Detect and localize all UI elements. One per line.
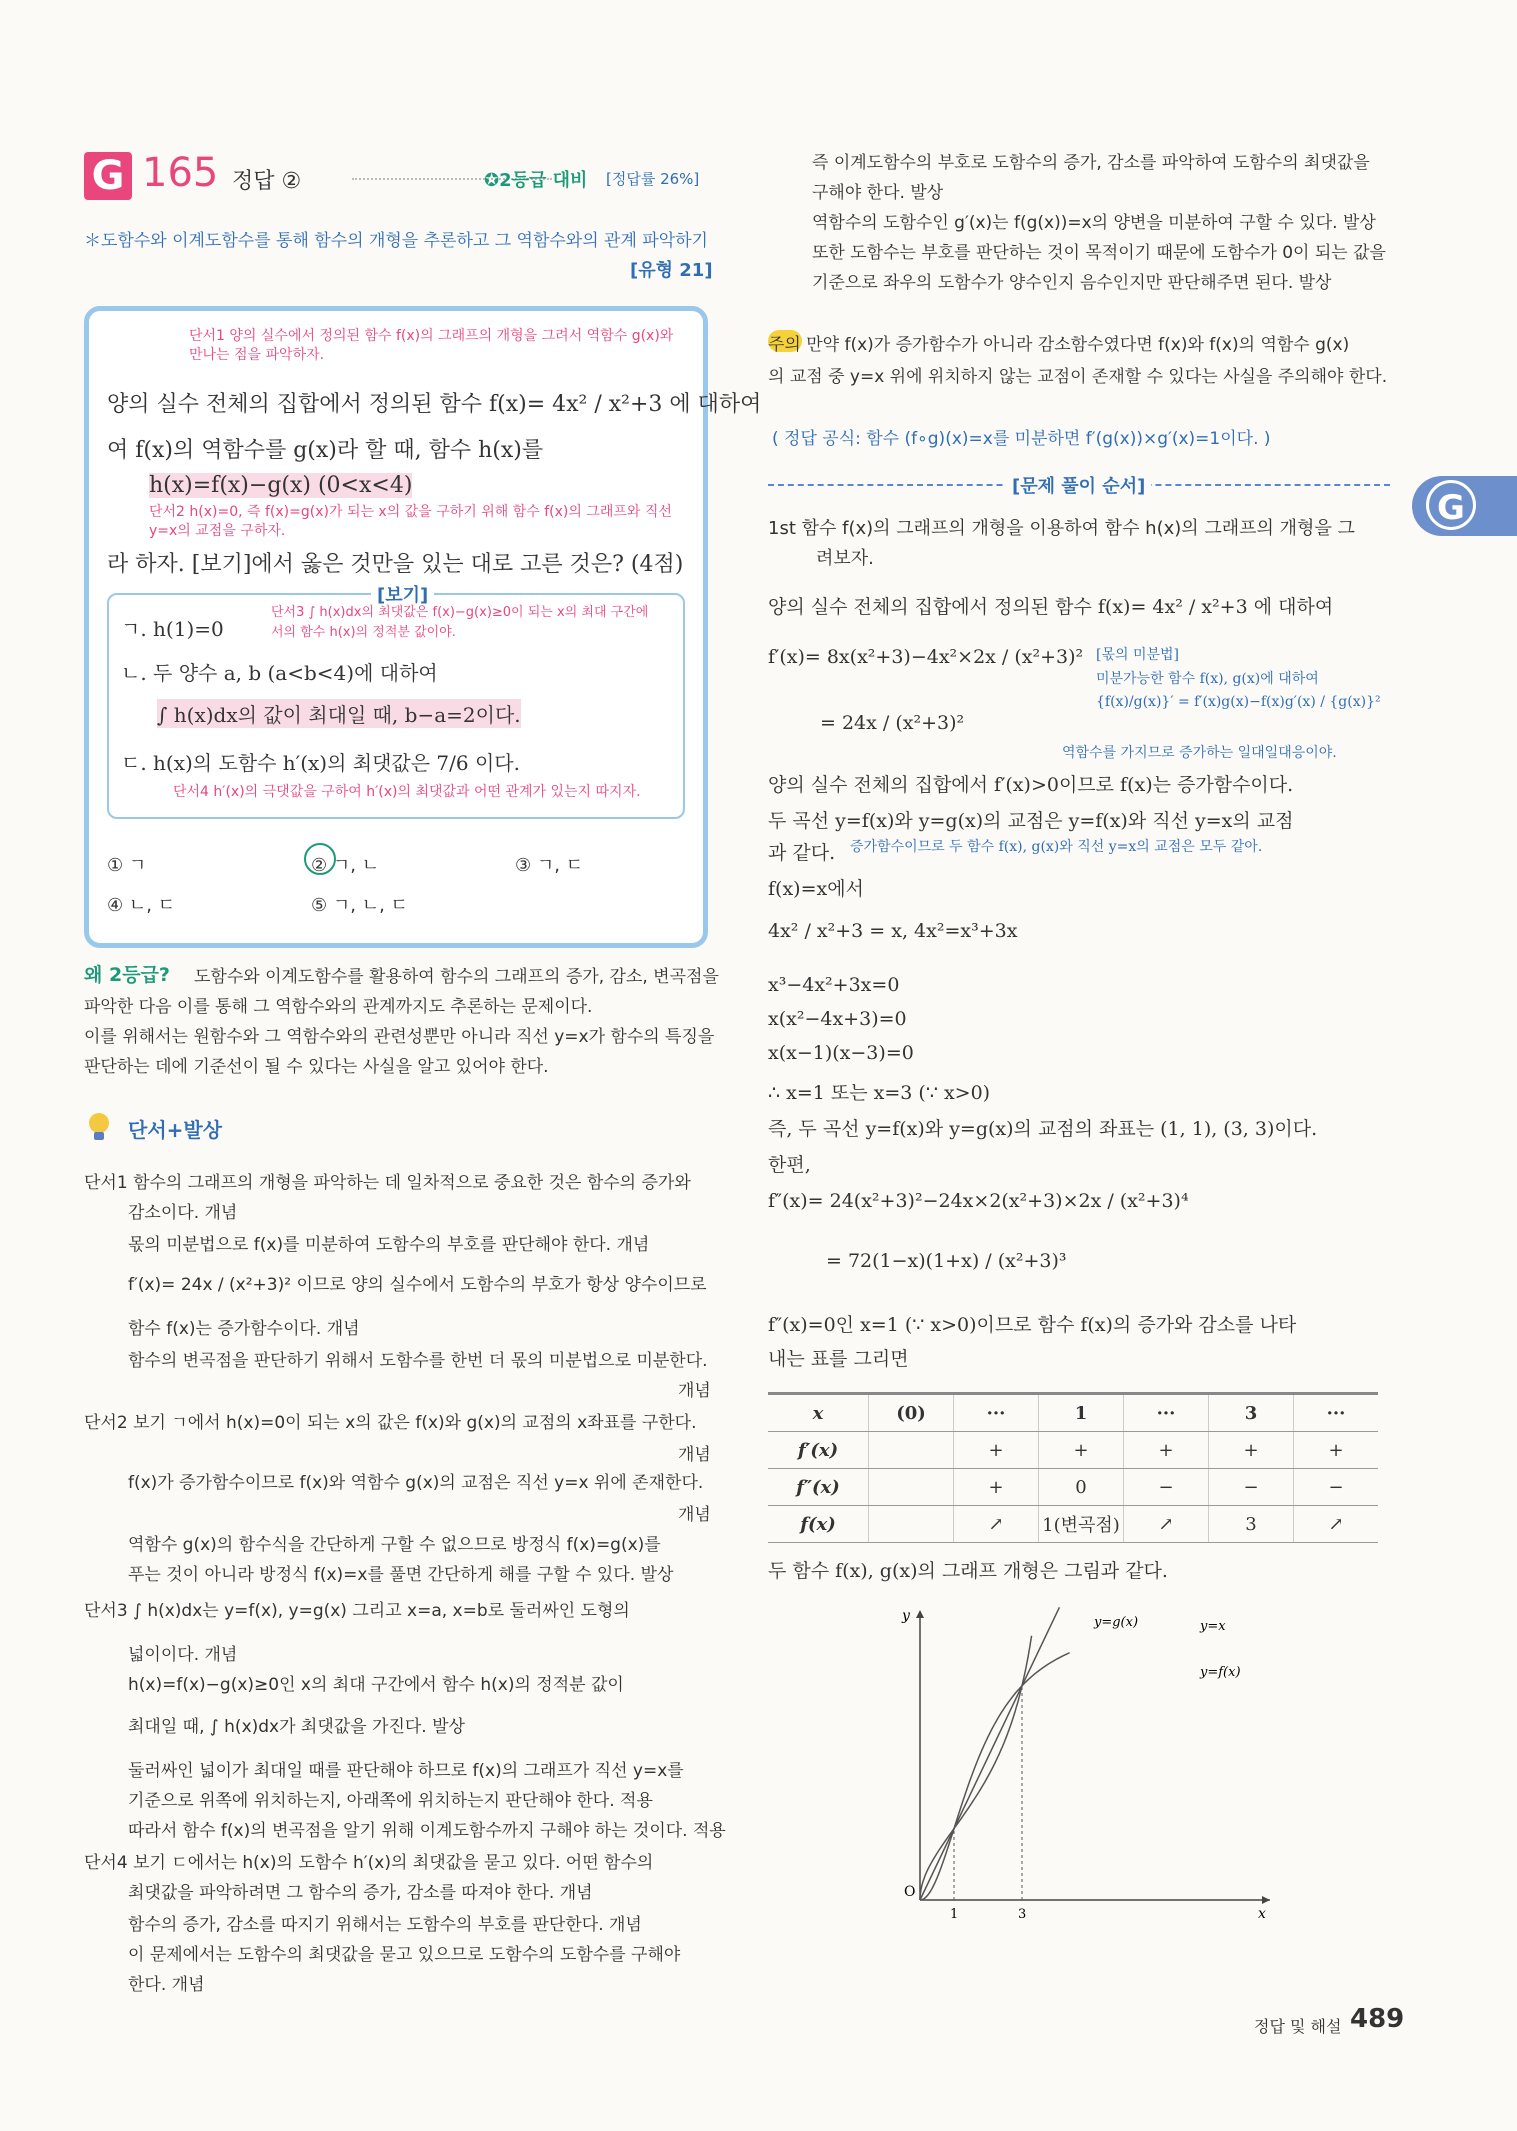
bogi-item2b: ∫ h(x)dx의 값이 최대일 때, b−a=2이다.: [157, 699, 521, 728]
why-text2: 파악한 다음 이를 통해 그 역함수와의 관계까지도 추론하는 문제이다.: [84, 997, 593, 1017]
clue-line: 몫의 미분법으로 f(x)를 미분하여 도함수의 부호를 판단해야 한다. 개념: [128, 1235, 650, 1255]
table-cell: f′(x): [768, 1432, 869, 1469]
choice-5[interactable]: ⑤ ㄱ, ㄴ, ㄷ: [311, 895, 408, 916]
problem-number: 165: [142, 150, 219, 196]
clue-line: 개념: [678, 1381, 711, 1401]
caution-line2: 의 교점 중 y=x 위에 위치하지 않는 교점이 존재할 수 있다는 사실을 주의해야 한다.: [768, 367, 1388, 387]
clue-line: 함수 f(x)는 증가함수이다. 개념: [128, 1319, 360, 1339]
table-cell: +: [1209, 1432, 1294, 1469]
clue-line: 한다. 개념: [128, 1975, 205, 1995]
problem-line4: 라 하자. [보기]에서 옳은 것만을 있는 대로 고른 것은? (4점): [107, 552, 684, 577]
table-cell: ···: [1294, 1394, 1379, 1432]
table-cell: (0): [869, 1394, 954, 1432]
solution-s2: f′(x)= 8x(x²+3)−4x²×2x / (x²+3)²: [768, 646, 1084, 668]
solution-s7: f(x)=x에서: [768, 878, 864, 900]
clue-line: 단서1 함수의 그래프의 개형을 파악하는 데 일차적으로 중요한 것은 함수의 증가와: [84, 1173, 691, 1193]
table-cell: f(x): [768, 1506, 869, 1543]
clue-line: 개념: [678, 1445, 711, 1465]
side-tab-letter: G: [1426, 480, 1476, 530]
solution-s5: 두 곡선 y=f(x)와 y=g(x)의 교점은 y=f(x)와 직선 y=x의 교점: [768, 810, 1294, 832]
solution-s13: 즉, 두 곡선 y=f(x)와 y=g(x)의 교점의 좌표는 (1, 1), (3, 3)이다.: [768, 1118, 1318, 1140]
table-cell: ↗: [1294, 1506, 1379, 1543]
clue-line: 따라서 함수 f(x)의 변곡점을 알기 위해 이계도함수까지 구해야 하는 것이다. 적용: [128, 1821, 726, 1841]
table-cell: [869, 1469, 954, 1506]
clue-line: 최대일 때, ∫ h(x)dx가 최댓값을 가진다. 발상: [128, 1717, 465, 1737]
clue4-note: 단서4 h′(x)의 극댓값을 구하여 h′(x)의 최댓값과 어떤 관계가 있는지 따지자.: [173, 784, 641, 800]
solution-s16: = 72(1−x)(1+x) / (x²+3)³: [826, 1250, 1067, 1272]
table-row: [768, 1394, 1378, 1432]
bogi-box: [107, 585, 685, 819]
solution-s9: x³−4x²+3x=0: [768, 974, 900, 996]
lightbulb-icon: [86, 1112, 112, 1142]
solution-s15: f″(x)= 24(x²+3)²−24x×2(x²+3)×2x / (x²+3)⁴: [768, 1190, 1189, 1212]
clue-line: f′(x)= 24x / (x²+3)² 이므로 양의 실수에서 도함수의 부호가 항상 양수이므로: [128, 1275, 707, 1295]
caution-line1: [768, 330, 1349, 355]
inc-dec-table-wrap: [768, 1392, 1378, 1543]
explanation-line: 또한 도함수는 부호를 판단하는 것이 목적이기 때문에 도함수가 0이 되는 값을: [812, 243, 1386, 263]
table-cell: [869, 1432, 954, 1469]
choice-1[interactable]: ① ㄱ: [107, 855, 147, 876]
graph-caption: 두 함수 f(x), g(x)의 그래프 개형은 그림과 같다.: [768, 1560, 1168, 1582]
x-axis-label: x: [1258, 1906, 1266, 1922]
problem-line3: h(x)=f(x)−g(x) (0<x<4): [149, 473, 413, 498]
solution-s6note: 증가함수이므로 두 함수 f(x), g(x)와 직선 y=x의 교점은 모두 같아.: [850, 839, 1263, 855]
tick-3: 3: [1018, 1907, 1027, 1922]
table-cell: 1: [1039, 1394, 1124, 1432]
clue-line: 기준으로 위쪽에 위치하는지, 아래쪽에 위치하는지 판단해야 한다. 적용: [128, 1791, 653, 1811]
solution-s3: = 24x / (x²+3)²: [820, 712, 965, 734]
clues-section: [84, 1112, 726, 1995]
table-cell: 1(변곡점): [1039, 1506, 1124, 1543]
side-tab: [1412, 476, 1517, 536]
table-cell: +: [1124, 1432, 1209, 1469]
solution-s18: 내는 표를 그리면: [768, 1348, 909, 1370]
curve-g: [920, 1636, 1032, 1900]
clue-line: h(x)=f(x)−g(x)≥0인 x의 최대 구간에서 함수 h(x)의 정적분 값이: [128, 1675, 624, 1695]
solution-s8: 4x² / x²+3 = x, 4x²=x³+3x: [768, 920, 1018, 942]
clue-line: 개념: [678, 1505, 711, 1525]
table-row: [768, 1432, 1378, 1469]
table-cell: −: [1294, 1469, 1379, 1506]
x-axis-arrow: [1262, 1896, 1270, 1904]
solution-side3: 역함수를 가지므로 증가하는 일대일대응이야.: [1062, 745, 1337, 761]
table-cell: 3: [1209, 1506, 1294, 1543]
solution-s14: 한편,: [768, 1154, 811, 1176]
problem-line2: 여 f(x)의 역함수를 g(x)라 할 때, 함수 h(x)를: [107, 438, 544, 463]
clue3-note: 단서3 ∫ h(x)dx의 최댓값은 f(x)−g(x)≥0이 되는 x의 최대 구간에서의 함수 h(x)의 정적분 값이야.: [271, 605, 649, 640]
table-cell: ↗: [1124, 1506, 1209, 1543]
table-cell: ↗: [954, 1506, 1039, 1543]
clue-line: 감소이다. 개념: [128, 1203, 238, 1223]
table-row: [768, 1506, 1378, 1543]
bogi-item1: ㄱ. h(1)=0: [121, 617, 224, 641]
clue1-note: 단서1 양의 실수에서 정의된 함수 f(x)의 그래프의 개형을 그려서 역함수 g(x)와 만나는 점을 파악하자.: [189, 328, 674, 363]
clue-line: 함수의 변곡점을 판단하기 위해서 도함수를 한번 더 몫의 미분법으로 미분한다.: [128, 1351, 708, 1371]
table-cell: ···: [954, 1394, 1039, 1432]
problem-type: [유형 21]: [630, 260, 713, 281]
why-text3: 이를 위해서는 원함수와 그 역함수와의 관련성뿐만 아니라 직선 y=x가 함수의 특징을: [84, 1027, 715, 1047]
solution-s6: 과 같다.: [768, 842, 836, 864]
problem-box: [84, 306, 762, 948]
label-x: y=x: [1200, 1619, 1226, 1634]
step1-line-b: 려보자.: [816, 548, 874, 569]
page-number: 489: [1350, 2004, 1405, 2034]
problem-line1: 양의 실수 전체의 집합에서 정의된 함수 f(x)= 4x² / x²+3 에 대하여: [107, 392, 762, 417]
table-cell: −: [1209, 1469, 1294, 1506]
table-cell: [869, 1506, 954, 1543]
solution-s12: ∴ x=1 또는 x=3 (∵ x>0): [768, 1082, 991, 1104]
solution-side1: 미분가능한 함수 f(x), g(x)에 대하여: [1096, 671, 1319, 687]
choice-3[interactable]: ③ ㄱ, ㄷ: [515, 855, 584, 876]
table-cell: +: [1039, 1432, 1124, 1469]
clue-line: 역함수 g(x)의 함수식을 간단하게 구할 수 없으므로 방정식 f(x)=g(x)를: [128, 1535, 661, 1555]
why-title: 왜 2등급?: [84, 964, 170, 986]
function-graph: [880, 1600, 1300, 1930]
table-cell: +: [1294, 1432, 1379, 1469]
step1-line-a: 1st 함수 f(x)의 그래프의 개형을 이용하여 함수 h(x)의 그래프의 개형을 그: [768, 518, 1355, 539]
solution-s17: f″(x)=0인 x=1 (∵ x>0)이므로 함수 f(x)의 증가와 감소를 나타: [768, 1314, 1297, 1336]
bogi-item3: ㄷ. h(x)의 도함수 h′(x)의 최댓값은 7/6 이다.: [121, 751, 520, 775]
table-cell: ···: [1124, 1394, 1209, 1432]
inc-dec-table: [768, 1392, 1378, 1543]
explanation-line: 구해야 한다. 발상: [812, 183, 944, 203]
clue-line: 단서4 보기 ㄷ에서는 h(x)의 도함수 h′(x)의 최댓값을 묻고 있다. 어떤 함수의: [84, 1853, 654, 1873]
y-axis-arrow: [916, 1610, 924, 1618]
footer-label: 정답 및 해설: [1254, 2017, 1342, 2036]
bogi-item2: ㄴ. 두 양수 a, b (a<b<4)에 대하여: [121, 661, 438, 685]
problem-subtitle: ＊도함수와 이계도함수를 통해 함수의 개형을 추론하고 그 역함수와의 관계 파악하기: [84, 231, 708, 251]
selected-answer-circle: [304, 843, 336, 875]
y-axis-label: y: [902, 1608, 910, 1624]
line-y-equals-x: [920, 1607, 1059, 1900]
table-cell: −: [1124, 1469, 1209, 1506]
solution-s11: x(x−1)(x−3)=0: [768, 1042, 914, 1064]
clues-title: 단서+발상: [128, 1118, 223, 1142]
solution-s1: 양의 실수 전체의 집합에서 정의된 함수 f(x)= 4x² / x²+3 에 대하여: [768, 596, 1334, 618]
why-text4: 판단하는 데에 기준선이 될 수 있다는 사실을 알고 있어야 한다.: [84, 1057, 549, 1077]
section-letter-badge: G: [84, 152, 132, 200]
order-title: [문제 풀이 순서]: [1006, 472, 1151, 498]
solution-side-title: [몫의 미분법]: [1096, 647, 1179, 663]
caution-text1: 주의 만약 f(x)가 증가함수가 아니라 감소함수였다면 f(x)와 f(x)의 역함수 g(x): [768, 335, 1350, 355]
explanation-line: 즉 이계도함수의 부호로 도함수의 증가, 감소를 파악하여 도함수의 최댓값을: [812, 153, 1370, 173]
clue-line: 둘러싸인 넓이가 최대일 때를 판단해야 하므로 f(x)의 그래프가 직선 y=x를: [128, 1761, 684, 1781]
correct-rate: [정답률 26%]: [606, 170, 700, 188]
bogi-title: [보기]: [371, 581, 434, 607]
curve-f: [920, 1653, 1070, 1900]
solution-s10: x(x²−4x+3)=0: [768, 1008, 907, 1030]
clue-line: 넓이이다. 개념: [128, 1645, 238, 1665]
label-f: y=f(x): [1200, 1665, 1241, 1680]
solution-s4: 양의 실수 전체의 집합에서 f′(x)>0이므로 f(x)는 증가함수이다.: [768, 774, 1294, 796]
why-text1: 도함수와 이계도함수를 활용하여 함수의 그래프의 증가, 감소, 변곡점을: [194, 967, 719, 987]
clue-line: 단서2 보기 ㄱ에서 h(x)=0이 되는 x의 값은 f(x)와 g(x)의 교점의 x좌표를 구한다.: [84, 1413, 697, 1433]
clue-line: f(x)가 증가함수이므로 f(x)와 역함수 g(x)의 교점은 직선 y=x 위에 존재한다.: [128, 1473, 704, 1493]
clue2-note: 단서2 h(x)=0, 즉 f(x)=g(x)가 되는 x의 값을 구하기 위해 함수 f(x)의 그래프와 직선 y=x의 교점을 구하자.: [149, 504, 672, 539]
explanation-line: 역함수의 도함수인 g′(x)는 f(g(x))=x의 양변을 미분하여 구할 수 있다. 발상: [812, 213, 1376, 233]
answer-formula: ( 정답 공식: 함수 (f∘g)(x)=x를 미분하면 f′(g(x))×g′(x)=1이다. ): [772, 429, 1271, 449]
origin-label: O: [904, 1884, 916, 1900]
choice-4[interactable]: ④ ㄴ, ㄷ: [107, 895, 176, 916]
explanation-line: 기준으로 좌우의 도함수가 양수인지 음수인지만 판단해주면 된다. 발상: [812, 273, 1332, 293]
clue-line: 최댓값을 파악하려면 그 함수의 증가, 감소를 따져야 한다. 개념: [128, 1883, 593, 1903]
table-row: [768, 1469, 1378, 1506]
choice-2[interactable]: ② ㄱ, ㄴ: [311, 855, 380, 876]
tick-1: 1: [950, 1907, 959, 1922]
clue-line: 단서3 ∫ h(x)dx는 y=f(x), y=g(x) 그리고 x=a, x=b로 둘러싸인 도형의: [84, 1601, 630, 1621]
clue-line: 이 문제에서는 도함수의 최댓값을 묻고 있으므로 도함수의 도함수를 구해야: [128, 1945, 681, 1965]
table-cell: f″(x): [768, 1469, 869, 1506]
table-cell: +: [954, 1469, 1039, 1506]
solution-side2: {f(x)/g(x)}′ = f′(x)g(x)−f(x)g′(x) / {g(x)}²: [1096, 694, 1381, 710]
answer-label: 정답 ②: [232, 169, 302, 194]
table-cell: +: [954, 1432, 1039, 1469]
table-cell: 0: [1039, 1469, 1124, 1506]
problem-header: [84, 152, 704, 202]
grade-label: ✪2등급 대비: [484, 170, 588, 191]
table-cell: 3: [1209, 1394, 1294, 1432]
clue-line: 함수의 증가, 감소를 따지기 위해서는 도함수의 부호를 판단한다. 개념: [128, 1915, 642, 1935]
clue-line: 푸는 것이 아니라 방정식 f(x)=x를 풀면 간단하게 해를 구할 수 있다. 발상: [128, 1565, 674, 1585]
label-g: y=g(x): [1094, 1615, 1139, 1630]
table-cell: x: [768, 1394, 869, 1432]
